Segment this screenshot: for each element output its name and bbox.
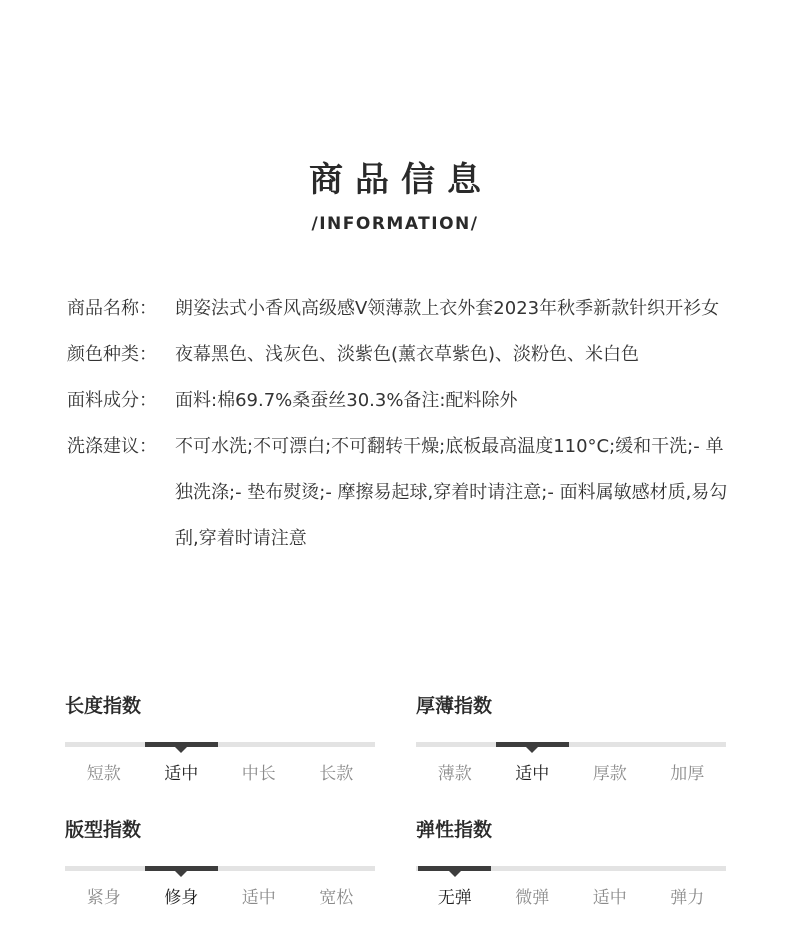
- index-pointer: [175, 871, 187, 877]
- info-row-care: [67, 424, 747, 562]
- info-value: 夜幕黑色、浅灰色、淡紫色(薰衣草紫色)、淡粉色、米白色: [175, 344, 640, 365]
- index-option: 厚款: [592, 764, 627, 784]
- index-option: 修身: [164, 888, 199, 908]
- index-title: 长度指数: [65, 695, 142, 717]
- index-option: 微弹: [515, 888, 550, 908]
- index-option: 适中: [592, 888, 627, 908]
- product-info: [67, 286, 747, 562]
- page-subtitle: /INFORMATION/: [311, 214, 479, 234]
- index-option: 短款: [86, 764, 121, 784]
- info-label: 面料成分：: [67, 390, 157, 411]
- index-pointer: [175, 747, 187, 753]
- thickness-index: [416, 692, 726, 787]
- index-option: 长款: [319, 764, 354, 784]
- index-track: [65, 742, 375, 747]
- info-row-fabric: [67, 378, 747, 424]
- index-title: 厚薄指数: [416, 695, 493, 717]
- fit-index: [65, 816, 375, 911]
- index-option: 紧身: [86, 888, 121, 908]
- info-value: 不可水洗;不可漂白;不可翻转干燥;底板最高温度110°C;缓和干洗;- 单独洗涤;- 垫布熨烫;- 摩擦易起球,穿着时请注意;- 面料属敏感材质,易勾刮,穿着时请注意: [175, 436, 728, 549]
- elasticity-index: [416, 816, 726, 911]
- index-pointer: [449, 871, 461, 877]
- index-title: 弹性指数: [416, 819, 493, 841]
- index-option: 适中: [164, 764, 199, 784]
- index-option: 适中: [241, 888, 276, 908]
- info-label: 洗涤建议：: [67, 436, 157, 457]
- index-track: [416, 742, 726, 747]
- index-option: 加厚: [670, 764, 705, 784]
- index-option: 宽松: [319, 888, 354, 908]
- info-label: 颜色种类：: [67, 344, 157, 365]
- info-row-name: [67, 286, 747, 332]
- index-option: 薄款: [437, 764, 472, 784]
- page-title: 商品信息: [309, 160, 493, 200]
- index-option: 中长: [241, 764, 276, 784]
- index-track: [416, 866, 726, 871]
- info-label: 商品名称：: [67, 298, 157, 319]
- info-value: 面料:棉69.7%桑蚕丝30.3%备注:配料除外: [175, 390, 518, 411]
- index-pointer: [526, 747, 538, 753]
- index-option: 无弹: [437, 888, 472, 908]
- info-value: 朗姿法式小香风高级感V领薄款上衣外套2023年秋季新款针织开衫女: [175, 298, 720, 319]
- index-title: 版型指数: [65, 819, 142, 841]
- info-row-colors: [67, 332, 747, 378]
- index-option: 弹力: [670, 888, 705, 908]
- index-option: 适中: [515, 764, 550, 784]
- length-index: [65, 692, 375, 787]
- index-track: [65, 866, 375, 871]
